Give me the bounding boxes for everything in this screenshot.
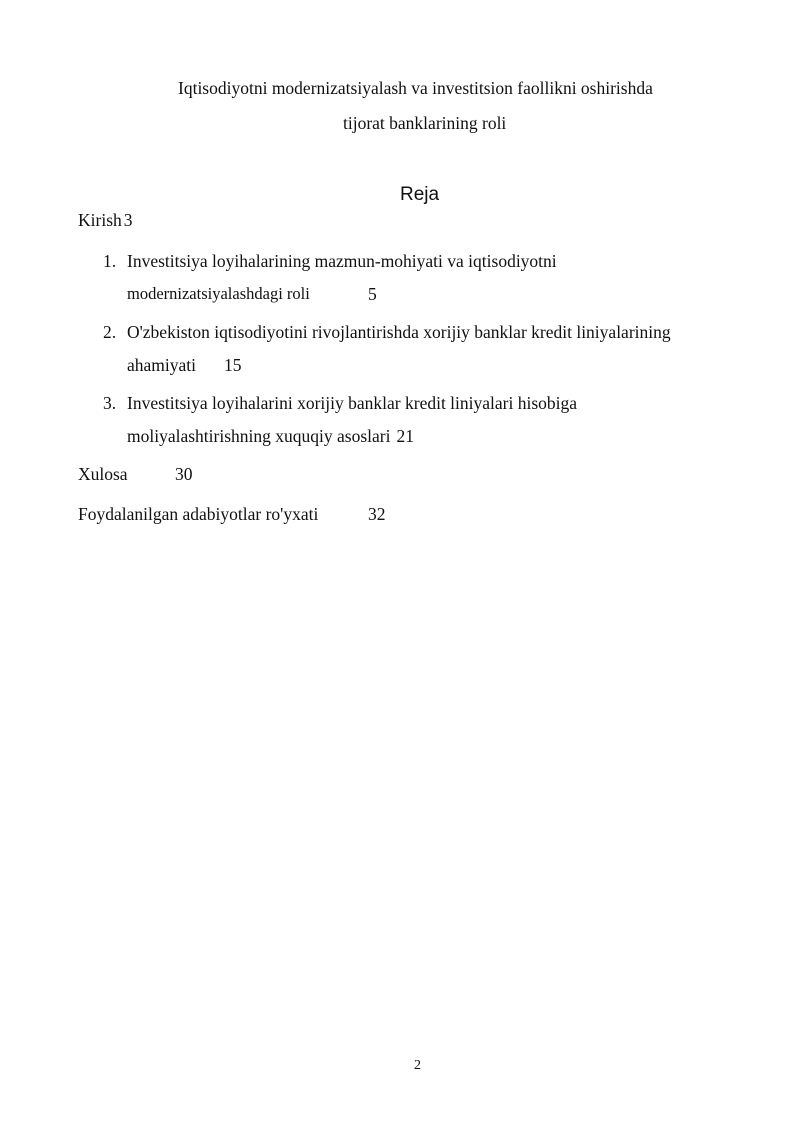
toc-entry-page: 30 — [175, 464, 193, 484]
toc-item-1-line-2 — [127, 284, 377, 304]
page-number: 2 — [414, 1058, 421, 1073]
toc-item-3-line-1: Investitsiya loyihalarini xorijiy banklar kredit liniyalari hisobiga — [127, 393, 578, 413]
toc-item-label: moliyalashtirishning xuquqiy asoslari — [127, 426, 391, 446]
toc-entry-page: 3 — [123, 210, 133, 230]
toc-entry-label: Foydalanilgan adabiyotlar ro'yxati — [78, 504, 319, 524]
toc-item-1-line-1: Investitsiya loyihalarining mazmun-mohiyati va iqtisodiyotni — [127, 251, 557, 271]
toc-item-number: 3. — [103, 393, 117, 413]
toc-entry-conclusion — [78, 464, 193, 485]
toc-item-number: 2. — [103, 322, 117, 342]
toc-entry-page: 32 — [368, 504, 386, 524]
document-title-line-1: Iqtisodiyotni modernizatsiyalash va investitsion faollikni oshirishda — [178, 78, 653, 98]
toc-item-label: ahamiyati — [127, 355, 197, 375]
toc-item-number: 1. — [103, 251, 117, 271]
toc-entry-references — [78, 504, 386, 525]
toc-item-2-line-2 — [127, 355, 242, 376]
toc-entry-label: Kirish — [78, 210, 122, 230]
toc-entry-intro — [78, 210, 133, 231]
toc-item-page: 21 — [396, 426, 414, 446]
toc-item-label: modernizatsiyalashdagi roli — [127, 284, 310, 303]
toc-item-page: 15 — [224, 355, 242, 375]
toc-item-page: 5 — [368, 284, 377, 304]
plan-heading: Reja — [400, 184, 440, 205]
toc-entry-label: Xulosa — [78, 464, 128, 484]
toc-item-2-line-1: O'zbekiston iqtisodiyotini rivojlantirishda xorijiy banklar kredit liniyalarining — [127, 322, 671, 342]
document-title-line-2: tijorat banklarining roli — [343, 113, 507, 133]
toc-item-3-line-2 — [127, 426, 414, 447]
